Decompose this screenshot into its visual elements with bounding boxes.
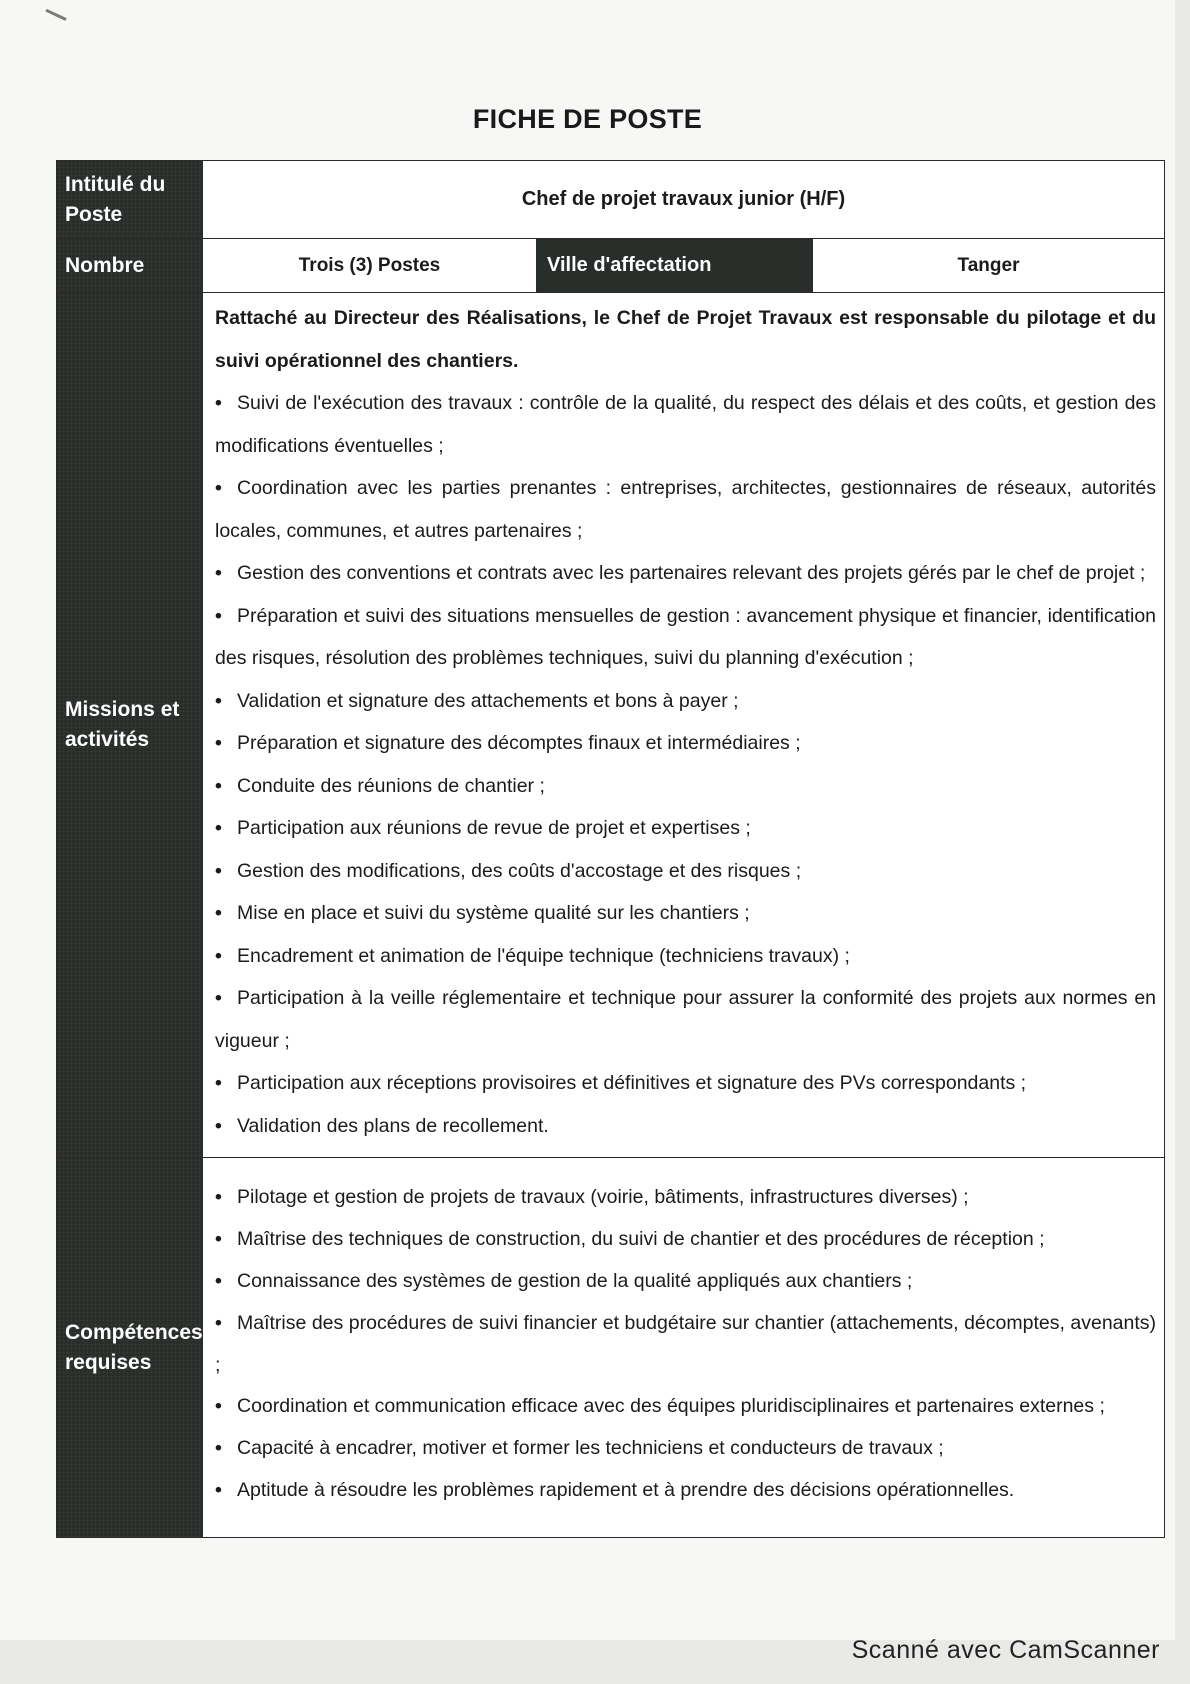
row-intitule: [57, 161, 1165, 239]
value-ville: Tanger: [813, 239, 1165, 293]
mission-item: • Suivi de l'exécution des travaux : contrôle de la qualité, du respect des délais et des coûts, et gestion des modifications éventuelles ;: [215, 382, 1156, 467]
mission-item: • Participation aux réceptions provisoires et définitives et signature des PVs correspondants ;: [215, 1062, 1156, 1105]
mission-item: • Préparation et signature des décomptes finaux et intermédiaires ;: [215, 722, 1156, 765]
mission-item: • Mise en place et suivi du système qualité sur les chantiers ;: [215, 892, 1156, 935]
label-missions: Missions et activités: [57, 293, 203, 1158]
row-competences: [57, 1158, 1165, 1538]
mission-item: • Participation à la veille réglementaire et technique pour assurer la conformité des projets aux normes en vigueur ;: [215, 977, 1156, 1062]
value-nombre: Trois (3) Postes: [203, 239, 537, 293]
label-intitule: Intitulé du Poste: [57, 161, 203, 239]
mission-item: • Encadrement et animation de l'équipe technique (techniciens travaux) ;: [215, 935, 1156, 978]
mission-item: • Participation aux réunions de revue de projet et expertises ;: [215, 807, 1156, 850]
competence-item: • Pilotage et gestion de projets de travaux (voirie, bâtiments, infrastructures diverses) ;: [215, 1177, 1156, 1219]
missions-intro: Rattaché au Directeur des Réalisations, le Chef de Projet Travaux est responsable du pilotage et du suivi opérationnel des chantiers.: [215, 307, 1157, 372]
row-missions: [57, 293, 1165, 1158]
job-sheet-table: [56, 160, 1165, 1538]
competence-item: • Aptitude à résoudre les problèmes rapidement et à prendre des décisions opérationnelles.: [215, 1470, 1156, 1512]
competence-item: • Coordination et communication efficace avec des équipes pluridisciplinaires et partenaires externes ;: [215, 1386, 1156, 1428]
mission-item: • Gestion des conventions et contrats avec les partenaires relevant des projets gérés par le chef de projet ;: [215, 552, 1156, 595]
page-title: FICHE DE POSTE: [472, 104, 703, 134]
competence-item: • Maîtrise des techniques de construction, du suivi de chantier et des procédures de réception ;: [215, 1219, 1156, 1261]
competence-item: • Connaissance des systèmes de gestion de la qualité appliqués aux chantiers ;: [215, 1261, 1156, 1303]
label-competences: Compétences requises: [57, 1158, 203, 1538]
mission-item: • Conduite des réunions de chantier ;: [215, 765, 1156, 808]
mission-item: • Validation et signature des attachements et bons à payer ;: [215, 680, 1156, 723]
competences-content: [203, 1158, 1165, 1538]
mission-item: • Gestion des modifications, des coûts d'accostage et des risques ;: [215, 850, 1156, 893]
mission-item: • Validation des plans de recollement.: [215, 1105, 1156, 1148]
camscanner-watermark: Scanné avec CamScanner: [851, 1636, 1160, 1664]
mission-item: • Coordination avec les parties prenantes : entreprises, architectes, gestionnaires de réseaux, autorités locales, communes, et autres partenaires ;: [215, 467, 1156, 552]
missions-content: [203, 293, 1165, 1158]
row-nombre: [57, 239, 1165, 293]
label-ville: Ville d'affectation: [537, 239, 813, 293]
label-nombre: Nombre: [57, 239, 203, 293]
scan-corner-mark: [45, 0, 72, 21]
competence-item: • Maîtrise des procédures de suivi financier et budgétaire sur chantier (attachements, décomptes, avenants) ;: [215, 1303, 1156, 1387]
value-intitule: Chef de projet travaux junior (H/F): [203, 161, 1165, 239]
competence-item: • Capacité à encadrer, motiver et former les techniciens et conducteurs de travaux ;: [215, 1428, 1156, 1470]
mission-item: • Préparation et suivi des situations mensuelles de gestion : avancement physique et financier, identification des risques, résolution des problèmes techniques, suivi du planning d'exécution ;: [215, 595, 1156, 680]
